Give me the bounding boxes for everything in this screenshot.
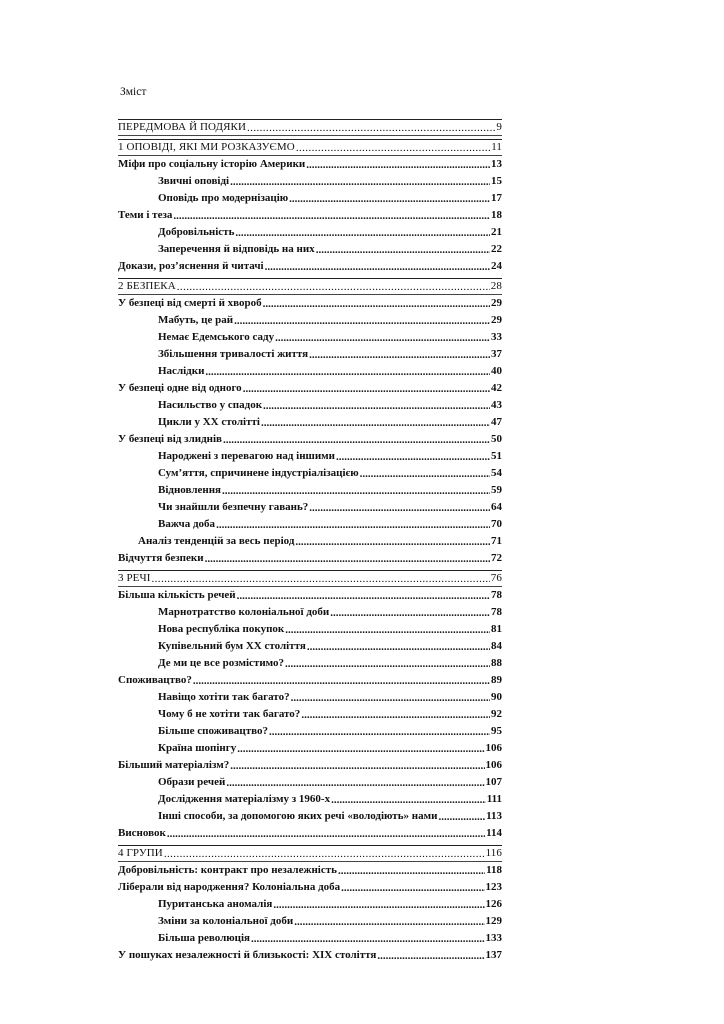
dot-leader bbox=[330, 605, 490, 619]
toc-subsection-entry[interactable] bbox=[118, 346, 502, 363]
toc-entry-title: Більша кількість речей bbox=[118, 589, 236, 601]
toc-section-entry[interactable] bbox=[118, 207, 502, 224]
dot-leader bbox=[235, 225, 490, 239]
toc-entry-page: 90 bbox=[491, 691, 502, 703]
toc-entry-title: У пошуках незалежності й близькості: ХІХ століття bbox=[118, 949, 377, 961]
toc-entry-page: 106 bbox=[485, 742, 502, 754]
toc-subsection-entry[interactable] bbox=[118, 791, 502, 808]
toc-entry-title: Чому б не хотіти так багато? bbox=[158, 708, 301, 720]
toc-entry-title: Ліберали від народження? Колоніальна доба bbox=[118, 881, 341, 893]
toc-section-entry[interactable] bbox=[118, 431, 502, 448]
toc-entry-title: Немає Едемського саду bbox=[158, 331, 275, 343]
toc-entry-title: Де ми це все розмістимо? bbox=[158, 657, 285, 669]
toc-entry-page: 95 bbox=[491, 725, 502, 737]
toc-subsection-entry[interactable] bbox=[118, 689, 502, 706]
toc-section-entry[interactable] bbox=[118, 156, 502, 173]
toc-entry-title: У безпеці одне від одного bbox=[118, 382, 242, 394]
dot-leader bbox=[338, 863, 485, 877]
toc-entry-page: 42 bbox=[491, 382, 502, 394]
toc-entry-page: 11 bbox=[491, 141, 502, 153]
toc-entry-title: Народжені з перевагою над іншими bbox=[158, 450, 335, 462]
toc-entry-page: 51 bbox=[491, 450, 502, 462]
toc-entry-page: 111 bbox=[486, 793, 502, 805]
toc-subsection-entry[interactable] bbox=[118, 241, 502, 258]
dot-leader bbox=[193, 673, 490, 687]
toc-entry-page: 33 bbox=[491, 331, 502, 343]
toc-subsection-entry[interactable] bbox=[118, 655, 502, 672]
toc-entry-page: 116 bbox=[485, 847, 502, 859]
dot-leader bbox=[301, 707, 490, 721]
toc-entry-page: 107 bbox=[485, 776, 502, 788]
toc-entry-title: Споживацтво? bbox=[118, 674, 192, 686]
dot-leader bbox=[173, 208, 490, 222]
toc-entry-title: Оповідь про модернізацію bbox=[158, 192, 289, 204]
dot-leader bbox=[222, 483, 490, 497]
toc-entry-page: 70 bbox=[491, 518, 502, 530]
dot-leader bbox=[336, 449, 490, 463]
toc-entry-title: Образи речей bbox=[158, 776, 226, 788]
toc-entry-page: 47 bbox=[491, 416, 502, 428]
dot-leader bbox=[306, 157, 490, 171]
toc-entry-page: 21 bbox=[491, 226, 502, 238]
toc-entry-page: 84 bbox=[491, 640, 502, 652]
toc-entry-page: 81 bbox=[491, 623, 502, 635]
dot-leader bbox=[205, 551, 490, 565]
toc-entry-page: 76 bbox=[490, 572, 502, 584]
toc-entry-title: Зміни за колоніальної доби bbox=[158, 915, 294, 927]
dot-leader bbox=[223, 432, 490, 446]
toc-section-entry[interactable] bbox=[118, 258, 502, 275]
toc-section-entry[interactable] bbox=[118, 587, 502, 604]
toc-entry-title: Добровільність bbox=[158, 226, 235, 238]
dot-leader bbox=[309, 347, 490, 361]
dot-leader bbox=[295, 534, 490, 548]
dot-leader bbox=[152, 571, 490, 585]
toc-subsection-entry[interactable] bbox=[118, 190, 502, 207]
toc-entry-page: 123 bbox=[485, 881, 502, 893]
toc-subsection-entry[interactable] bbox=[118, 621, 502, 638]
dot-leader bbox=[307, 639, 490, 653]
dot-leader bbox=[237, 588, 490, 602]
toc-entry-title: Відчуття безпеки bbox=[118, 552, 204, 564]
toc-entry-page: 114 bbox=[486, 827, 502, 839]
toc-section-entry[interactable] bbox=[118, 879, 502, 896]
toc-entry-page: 72 bbox=[491, 552, 502, 564]
toc-entry-title: Важча доба bbox=[158, 518, 216, 530]
dot-leader bbox=[275, 330, 490, 344]
toc-subsection-entry[interactable] bbox=[118, 414, 502, 431]
toc-entry-page: 15 bbox=[491, 175, 502, 187]
toc-entry-page: 92 bbox=[491, 708, 502, 720]
dot-leader bbox=[294, 914, 484, 928]
dot-leader bbox=[177, 279, 490, 293]
chapter-rule-bottom bbox=[118, 135, 502, 136]
toc-entry-page: 113 bbox=[486, 810, 502, 822]
toc-entry-page: 54 bbox=[491, 467, 502, 479]
toc-entry-title: Заперечення й відповідь на них bbox=[158, 243, 315, 255]
toc-subsection-entry[interactable] bbox=[118, 499, 502, 516]
toc-section-entry[interactable] bbox=[118, 380, 502, 397]
toc-entry-title: 4 ГРУПИ bbox=[118, 847, 163, 859]
toc-subsection-entry[interactable] bbox=[118, 448, 502, 465]
toc-chapter-entry[interactable] bbox=[118, 139, 502, 156]
toc-section-entry[interactable] bbox=[118, 757, 502, 774]
toc-entry-page: 118 bbox=[486, 864, 502, 876]
toc-subsection-entry[interactable] bbox=[118, 706, 502, 723]
toc-entry-title: Міфи про соціальну історію Америки bbox=[118, 158, 306, 170]
toc-entry-title: Інші способи, за допомогою яких речі «володіють» нами bbox=[158, 810, 438, 822]
toc-entry-title: Наслідки bbox=[158, 365, 205, 377]
toc-entry-title: Збільшення тривалості життя bbox=[158, 348, 309, 360]
toc-entry-page: 50 bbox=[491, 433, 502, 445]
dot-leader bbox=[251, 931, 485, 945]
toc-entry-title: Відновлення bbox=[158, 484, 221, 496]
dot-leader bbox=[164, 846, 485, 860]
toc-entry-page: 29 bbox=[491, 297, 502, 309]
toc-entry-page: 137 bbox=[485, 949, 502, 961]
toc-entry-title: Нова республіка покупок bbox=[158, 623, 285, 635]
toc-subsection-entry[interactable] bbox=[118, 604, 502, 621]
toc-entry-title: Купівельний бум ХХ століття bbox=[158, 640, 306, 652]
toc-subsection-entry[interactable] bbox=[118, 224, 502, 241]
dot-leader bbox=[243, 381, 490, 395]
dot-leader bbox=[285, 622, 490, 636]
toc-entry-page: 133 bbox=[485, 932, 502, 944]
toc-entry-title: Більший матеріалізм? bbox=[118, 759, 230, 771]
toc-subsection-entry[interactable] bbox=[118, 516, 502, 533]
toc-entry-title: Більше споживацтво? bbox=[158, 725, 269, 737]
dot-leader bbox=[261, 415, 490, 429]
toc-chapter-entry[interactable] bbox=[118, 278, 502, 295]
toc-entry-page: 64 bbox=[491, 501, 502, 513]
toc-subsection-entry[interactable] bbox=[118, 723, 502, 740]
toc-entry-page: 43 bbox=[491, 399, 502, 411]
toc-entry-title: Пуританська аномалія bbox=[158, 898, 273, 910]
toc-entry-page: 17 bbox=[491, 192, 502, 204]
toc-entry-title: Сум’яття, спричинене індустріалізацією bbox=[158, 467, 359, 479]
toc-entry-page: 18 bbox=[491, 209, 502, 221]
dot-leader bbox=[263, 296, 490, 310]
dot-leader bbox=[247, 120, 495, 134]
toc-entry-title: У безпеці від злиднів bbox=[118, 433, 222, 445]
toc-subsection-entry[interactable] bbox=[118, 465, 502, 482]
toc-entry-page: 88 bbox=[491, 657, 502, 669]
dot-leader bbox=[237, 741, 484, 755]
toc-subsection-entry[interactable] bbox=[118, 329, 502, 346]
dot-leader bbox=[269, 724, 490, 738]
toc-section-entry[interactable] bbox=[118, 947, 502, 964]
toc-entry-page: 78 bbox=[491, 606, 502, 618]
toc-entry-title: Докази, роз’яснення й читачі bbox=[118, 260, 264, 272]
dot-leader bbox=[226, 775, 484, 789]
toc-entry-title: 1 ОПОВІДІ, ЯКІ МИ РОЗКАЗУЄМО bbox=[118, 141, 295, 153]
toc-entry-title: Навіщо хотіти так багато? bbox=[158, 691, 290, 703]
toc-entry-page: 59 bbox=[491, 484, 502, 496]
toc-entry-title: Марнотратство колоніальної доби bbox=[158, 606, 330, 618]
toc-subsection-entry[interactable] bbox=[118, 896, 502, 913]
toc-subsection-entry[interactable] bbox=[118, 638, 502, 655]
dot-leader bbox=[167, 826, 485, 840]
dot-leader bbox=[265, 259, 490, 273]
toc-entry-page: 89 bbox=[491, 674, 502, 686]
dot-leader bbox=[296, 140, 490, 154]
dot-leader bbox=[230, 174, 490, 188]
page-title: Зміст bbox=[120, 86, 147, 98]
toc-entry-title: Висновок bbox=[118, 827, 166, 839]
toc-subsection-entry[interactable] bbox=[118, 312, 502, 329]
toc-entry-page: 28 bbox=[490, 280, 502, 292]
toc-entry-title: У безпеці від смерті й хвороб bbox=[118, 297, 262, 309]
dot-leader bbox=[438, 809, 485, 823]
toc-section-entry[interactable] bbox=[118, 862, 502, 879]
toc-subsection-entry[interactable] bbox=[118, 774, 502, 791]
dot-leader bbox=[263, 398, 490, 412]
toc-entry-page: 29 bbox=[491, 314, 502, 326]
toc-entry-title: Насильство у спадок bbox=[158, 399, 263, 411]
toc-entry-page: 22 bbox=[491, 243, 502, 255]
toc-subsection-entry[interactable] bbox=[118, 913, 502, 930]
dot-leader bbox=[309, 500, 490, 514]
toc-subsection-entry[interactable] bbox=[118, 397, 502, 414]
dot-leader bbox=[289, 191, 490, 205]
toc-entry-page: 24 bbox=[491, 260, 502, 272]
dot-leader bbox=[216, 517, 490, 531]
dot-leader bbox=[234, 313, 490, 327]
toc-entry-page: 37 bbox=[491, 348, 502, 360]
dot-leader bbox=[205, 364, 490, 378]
toc-entry-page: 9 bbox=[496, 121, 502, 133]
toc-section-entry[interactable] bbox=[118, 672, 502, 689]
dot-leader bbox=[331, 792, 486, 806]
toc-entry-title: Країна шопінгу bbox=[158, 742, 237, 754]
toc-entry-title: 3 РЕЧІ bbox=[118, 572, 151, 584]
toc-entry-title: Аналіз тенденцій за весь період bbox=[138, 535, 295, 547]
dot-leader bbox=[273, 897, 484, 911]
toc-subsection-entry[interactable] bbox=[118, 930, 502, 947]
toc-subsection-entry[interactable] bbox=[118, 533, 502, 550]
toc-entry-page: 78 bbox=[491, 589, 502, 601]
toc-entry-page: 106 bbox=[485, 759, 502, 771]
toc-subsection-entry[interactable] bbox=[118, 482, 502, 499]
toc-entry-page: 126 bbox=[485, 898, 502, 910]
toc-chapter-entry[interactable] bbox=[118, 845, 502, 862]
toc-entry-title: Мабуть, це рай bbox=[158, 314, 234, 326]
toc-section-entry[interactable] bbox=[118, 295, 502, 312]
toc-entry-title: Більша революція bbox=[158, 932, 250, 944]
toc-entry-title: Дослідження матеріалізму з 1960-х bbox=[158, 793, 331, 805]
toc-subsection-entry[interactable] bbox=[118, 363, 502, 380]
toc-entry-title: Теми і теза bbox=[118, 209, 173, 221]
dot-leader bbox=[316, 242, 490, 256]
toc-chapter-entry[interactable] bbox=[118, 119, 502, 136]
toc-entry-title: Добровільність: контракт про незалежність bbox=[118, 864, 337, 876]
toc-entry-title: Звичні оповіді bbox=[158, 175, 230, 187]
toc-entry-title: ПЕРЕДМОВА Й ПОДЯКИ bbox=[118, 121, 247, 133]
toc-entry-page: 13 bbox=[491, 158, 502, 170]
dot-leader bbox=[285, 656, 490, 670]
dot-leader bbox=[291, 690, 490, 704]
toc-entry-title: Цикли у ХХ столітті bbox=[158, 416, 260, 428]
toc-subsection-entry[interactable] bbox=[118, 740, 502, 757]
toc-entry-title: Чи знайшли безпечну гавань? bbox=[158, 501, 309, 513]
dot-leader bbox=[230, 758, 484, 772]
toc-entry-page: 40 bbox=[491, 365, 502, 377]
toc-subsection-entry[interactable] bbox=[118, 808, 502, 825]
table-of-contents bbox=[118, 119, 502, 964]
toc-entry-page: 71 bbox=[491, 535, 502, 547]
toc-section-entry[interactable] bbox=[118, 825, 502, 842]
dot-leader bbox=[377, 948, 484, 962]
toc-subsection-entry[interactable] bbox=[118, 173, 502, 190]
toc-entry-page: 129 bbox=[485, 915, 502, 927]
dot-leader bbox=[341, 880, 484, 894]
toc-section-entry[interactable] bbox=[118, 550, 502, 567]
toc-entry-title: 2 БЕЗПЕКА bbox=[118, 280, 176, 292]
toc-chapter-entry[interactable] bbox=[118, 570, 502, 587]
dot-leader bbox=[360, 466, 490, 480]
